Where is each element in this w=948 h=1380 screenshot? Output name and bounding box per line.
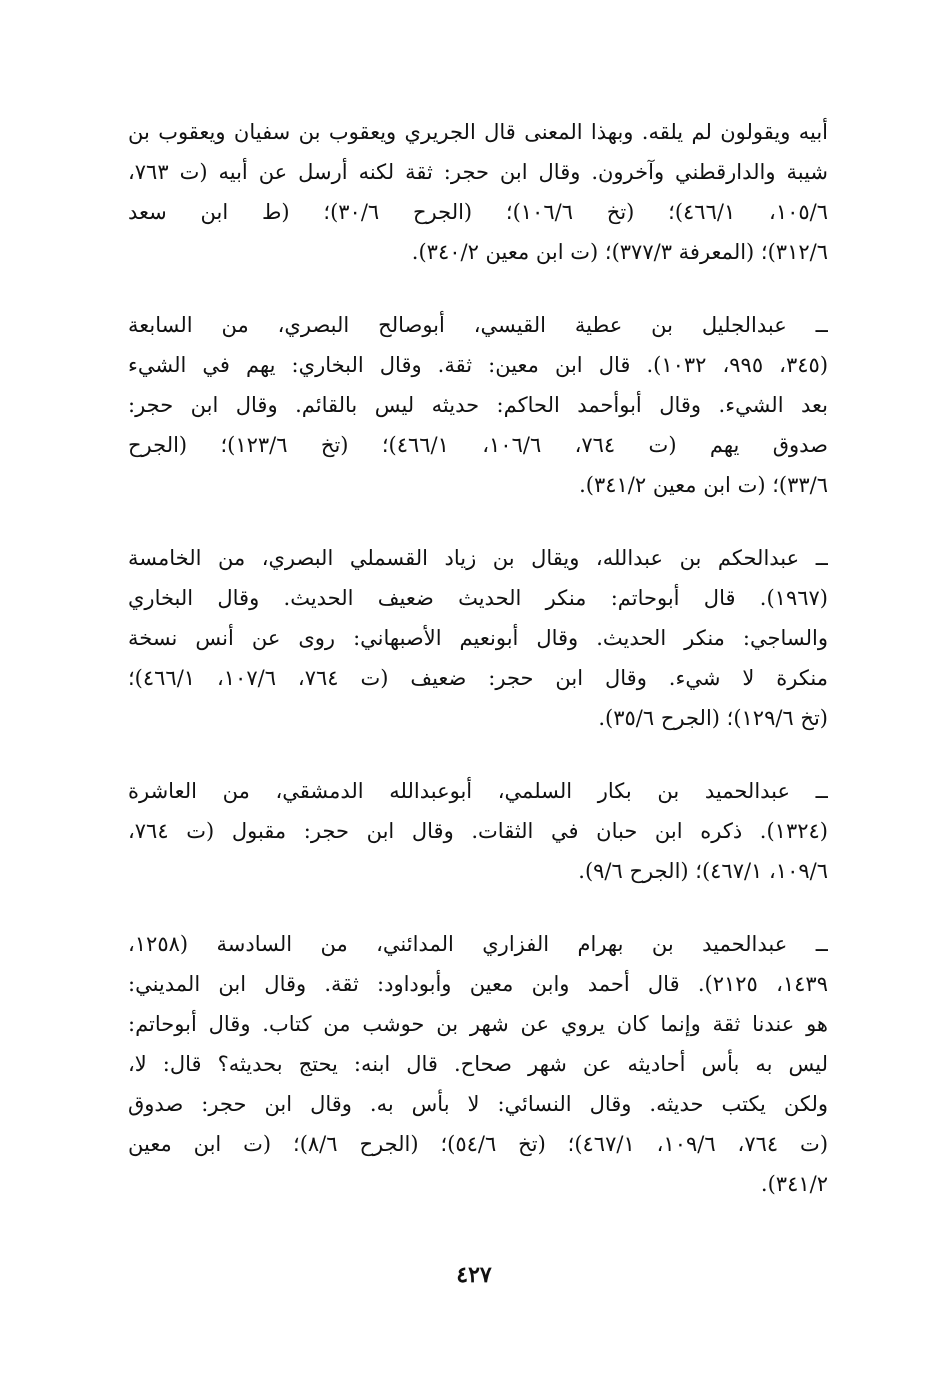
text-line: (١٣٢٤). ذكره ابن حبان في الثقات. وقال ابن حجر: مقبول (ت ٧٦٤،: [128, 819, 828, 843]
text-line: ١٠٥/٦، ٤٦٦/١)؛ (تخ ١٠٦/٦)؛ (الجرح ٣٠/٦)؛ (ط ابن سعد: [128, 200, 828, 224]
text-line: ٣٣/٦)؛ (ت ابن معين ٣٤١/٢).: [579, 473, 828, 497]
page-number: ٤٢٧: [456, 1262, 492, 1288]
text-line: شيبة والدارقطني وآخرون. وقال ابن حجر: ثقة لكنه أرسل عن أبيه (ت ٧٦٣،: [128, 160, 828, 184]
entry-abdulhamid-bakkar: [128, 771, 828, 891]
text-line: ٣١٢/٦)؛ (المعرفة ٣٧٧/٣)؛ (ت ابن معين ٣٤٠/٢).: [411, 240, 828, 264]
text-line: ١٠٩/٦، ٤٦٧/١)؛ (الجرح ٩/٦).: [578, 859, 828, 883]
text-line: صدوق يهم (ت ٧٦٤، ١٠٦/٦، ٤٦٦/١)؛ (تخ ١٢٣/٦)؛ (الجرح: [128, 433, 828, 457]
text-line: ــ عبدالحميد بن بكار السلمي، أبوعبدالله الدمشقي، من العاشرة: [128, 779, 828, 803]
text-line: (٣٤٥، ٩٩٥، ١٠٣٢). قال ابن معين: ثقة. وقال البخاري: يهم في الشيء: [128, 353, 828, 377]
text-line: ليس به بأس أحاديثه عن شهر صحاح. قال ابنه: يحتج بحديثه؟ قال: لا،: [128, 1052, 828, 1076]
text-line: هو عندنا ثقة وإنما كان يروي عن شهر بن حوشب من كتاب. وقال أبوحاتم:: [128, 1012, 828, 1036]
text-line: ١٤٣٩، ٢١٢٥). قال أحمد وابن معين وأبوداود: ثقة. وقال ابن المديني:: [128, 972, 828, 996]
entry-abdulhamid-bahram: [128, 924, 828, 1204]
text-line: بعد الشيء. وقال أبوأحمد الحاكم: حديثه ليس بالقائم. وقال ابن حجر:: [128, 393, 828, 417]
text-line: ٣٤١/٢).: [760, 1172, 828, 1196]
text-line: (ت ٧٦٤، ١٠٩/٦، ٤٦٧/١)؛ (تخ ٥٤/٦)؛ (الجرح ٨/٦)؛ (ت ابن معين: [128, 1132, 828, 1156]
text-line: ولكن يكتب حديثه. وقال النسائي: لا بأس به. وقال ابن حجر: صدوق: [128, 1092, 828, 1116]
text-line: ــ عبدالحكم بن عبدالله، ويقال بن زياد القسملي البصري، من الخامسة: [128, 546, 828, 570]
entry-abdulhakam: [128, 538, 828, 738]
page-body: [128, 112, 828, 1237]
text-line: أبيه ويقولون لم يلقه. وبهذا المعنى قال الجريري ويعقوب بن سفيان ويعقوب بن: [128, 120, 828, 144]
entry-abduljalil: [128, 305, 828, 505]
text-line: ــ عبدالحميد بن بهرام الفزاري المدائني، من السادسة (١٢٥٨،: [128, 932, 828, 956]
entry-continuation: [128, 112, 828, 272]
text-line: (تخ ١٢٩/٦)؛ (الجرح ٣٥/٦).: [598, 706, 828, 730]
text-line: والساجي: منكر الحديث. وقال أبونعيم الأصبهاني: روى عن أنس نسخة: [128, 626, 828, 650]
text-line: ــ عبدالجليل بن عطية القيسي، أبوصالح البصري، من السابعة: [128, 313, 828, 337]
text-line: (١٩٦٧). قال أبوحاتم: منكر الحديث ضعيف الحديث. وقال البخاري: [128, 586, 828, 610]
text-line: منكرة لا شيء. وقال ابن حجر: ضعيف (ت ٧٦٤، ١٠٧/٦، ٤٦٦/١)؛: [128, 666, 828, 690]
